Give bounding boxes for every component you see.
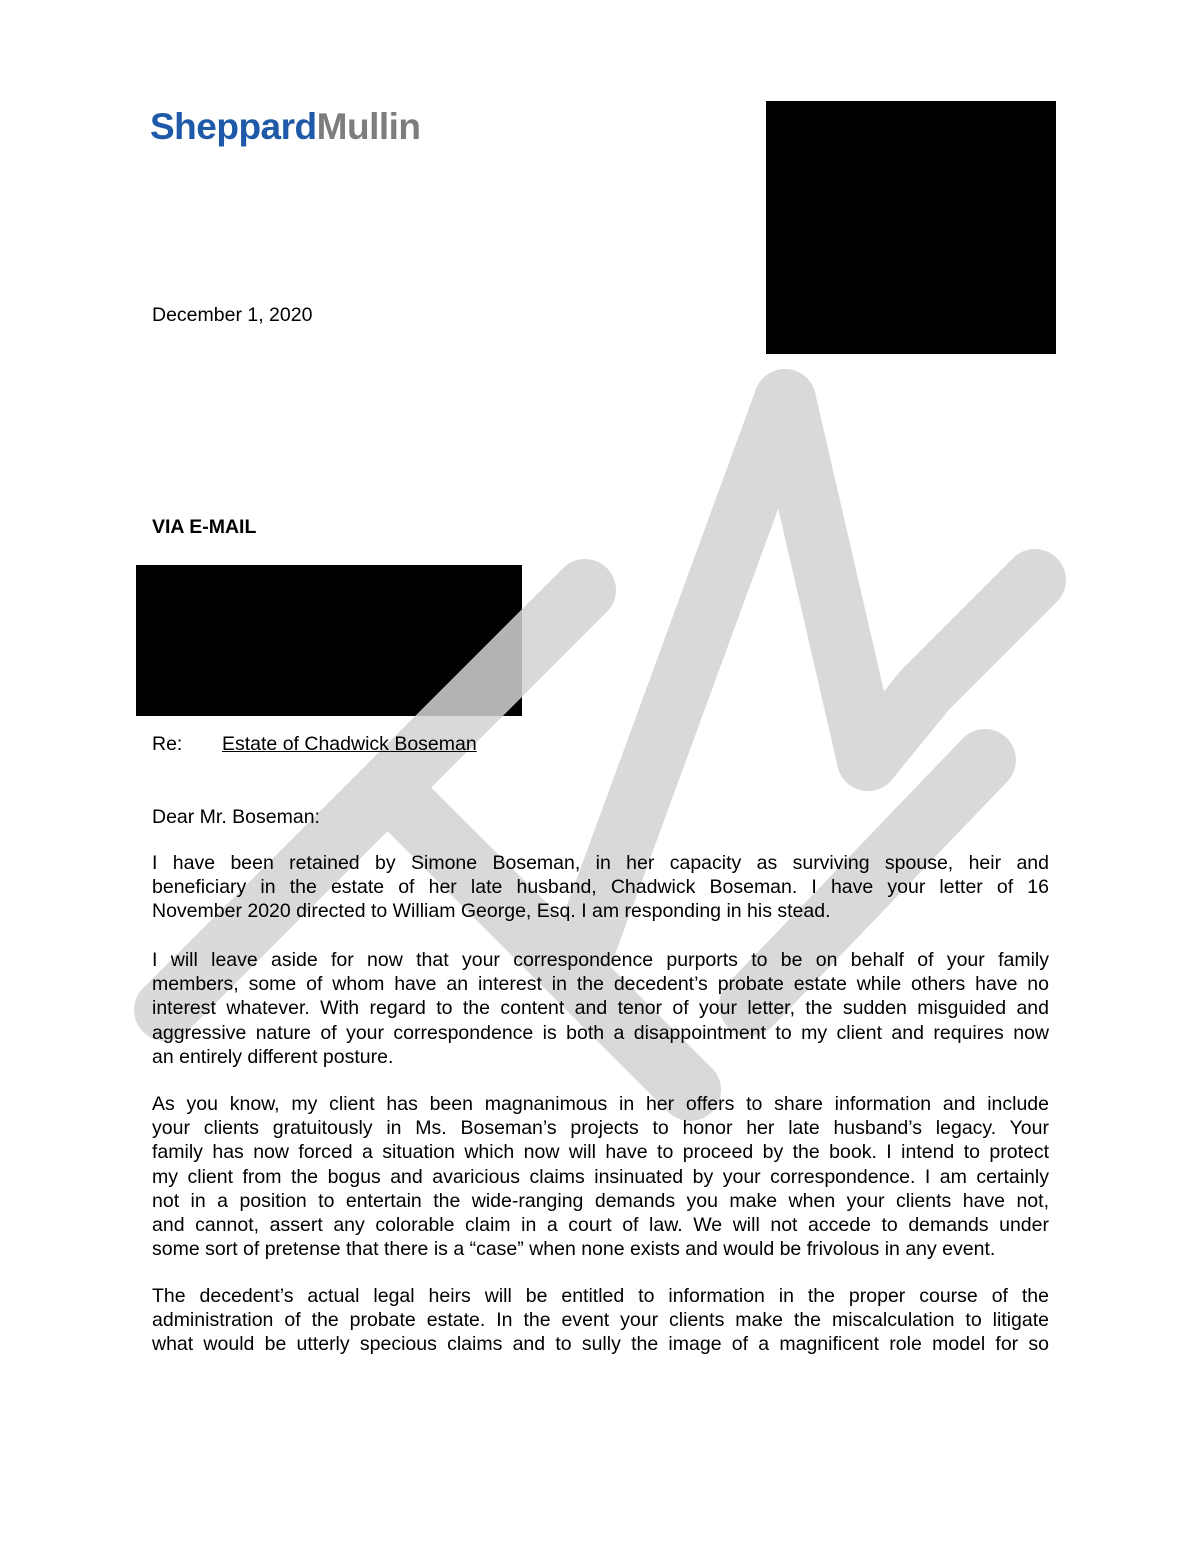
paragraph-line: family has now forced a situation which now will have to proceed by the book. I intend to protect bbox=[152, 1141, 1049, 1164]
salutation: Dear Mr. Boseman: bbox=[152, 806, 320, 828]
paragraph-line: administration of the probate estate. In the event your clients make the miscalculation to litigate bbox=[152, 1309, 1049, 1332]
redacted-block-recipient bbox=[136, 565, 522, 716]
paragraph-line: beneficiary in the estate of her late husband, Chadwick Boseman. I have your letter of 16 bbox=[152, 876, 1049, 899]
paragraph-line: an entirely different posture. bbox=[152, 1045, 394, 1068]
re-label: Re: bbox=[152, 733, 183, 755]
re-subject: Estate of Chadwick Boseman bbox=[222, 733, 477, 755]
paragraph-line: and cannot, assert any colorable claim in a court of law. We will not accede to demands under bbox=[152, 1213, 1049, 1236]
firm-logo bbox=[150, 108, 421, 145]
paragraph-line: what would be utterly specious claims and to sully the image of a magnificent role model for so bbox=[152, 1333, 1049, 1356]
paragraph-line: I will leave aside for now that your correspondence purports to be on behalf of your family bbox=[152, 949, 1049, 971]
paragraph-line: members, some of whom have an interest in the decedent’s probate estate while others have no bbox=[152, 973, 1049, 996]
logo-text-mullin: Mullin bbox=[316, 106, 421, 147]
paragraph-line: As you know, my client has been magnanimous in her offers to share information and include bbox=[152, 1093, 1049, 1115]
paragraph-line: your clients gratuitously in Ms. Boseman’s projects to honor her late husband’s legacy. Your bbox=[152, 1117, 1049, 1140]
paragraph-line: November 2020 directed to William George, Esq. I am responding in his stead. bbox=[152, 900, 831, 923]
paragraph-line: my client from the bogus and avaricious claims insinuated by your correspondence. I am certainly bbox=[152, 1165, 1049, 1188]
letter-date: December 1, 2020 bbox=[152, 304, 313, 326]
paragraph-line: interest whatever. With regard to the content and tenor of your letter, the sudden misguided and bbox=[152, 997, 1049, 1020]
paragraph-line: The decedent’s actual legal heirs will be entitled to information in the proper course of the bbox=[152, 1285, 1049, 1307]
paragraph-line: I have been retained by Simone Boseman, in her capacity as surviving spouse, heir and bbox=[152, 852, 1049, 874]
paragraph-line: aggressive nature of your correspondence is both a disappointment to my client and requires now bbox=[152, 1021, 1049, 1044]
redacted-block-address bbox=[766, 101, 1056, 354]
body-paragraph-1 bbox=[152, 851, 1049, 924]
body-paragraph-4 bbox=[152, 1284, 1049, 1357]
paragraph-line: not in a position to entertain the wide-ranging demands you make when your clients have not, bbox=[152, 1189, 1049, 1212]
body-paragraph-3 bbox=[152, 1092, 1049, 1261]
delivery-method: VIA E-MAIL bbox=[152, 516, 257, 538]
body-paragraph-2 bbox=[152, 948, 1049, 1069]
logo-text-sheppard: Sheppard bbox=[150, 106, 317, 147]
paragraph-line: some sort of pretense that there is a “case” when none exists and would be frivolous in any event. bbox=[152, 1238, 996, 1261]
